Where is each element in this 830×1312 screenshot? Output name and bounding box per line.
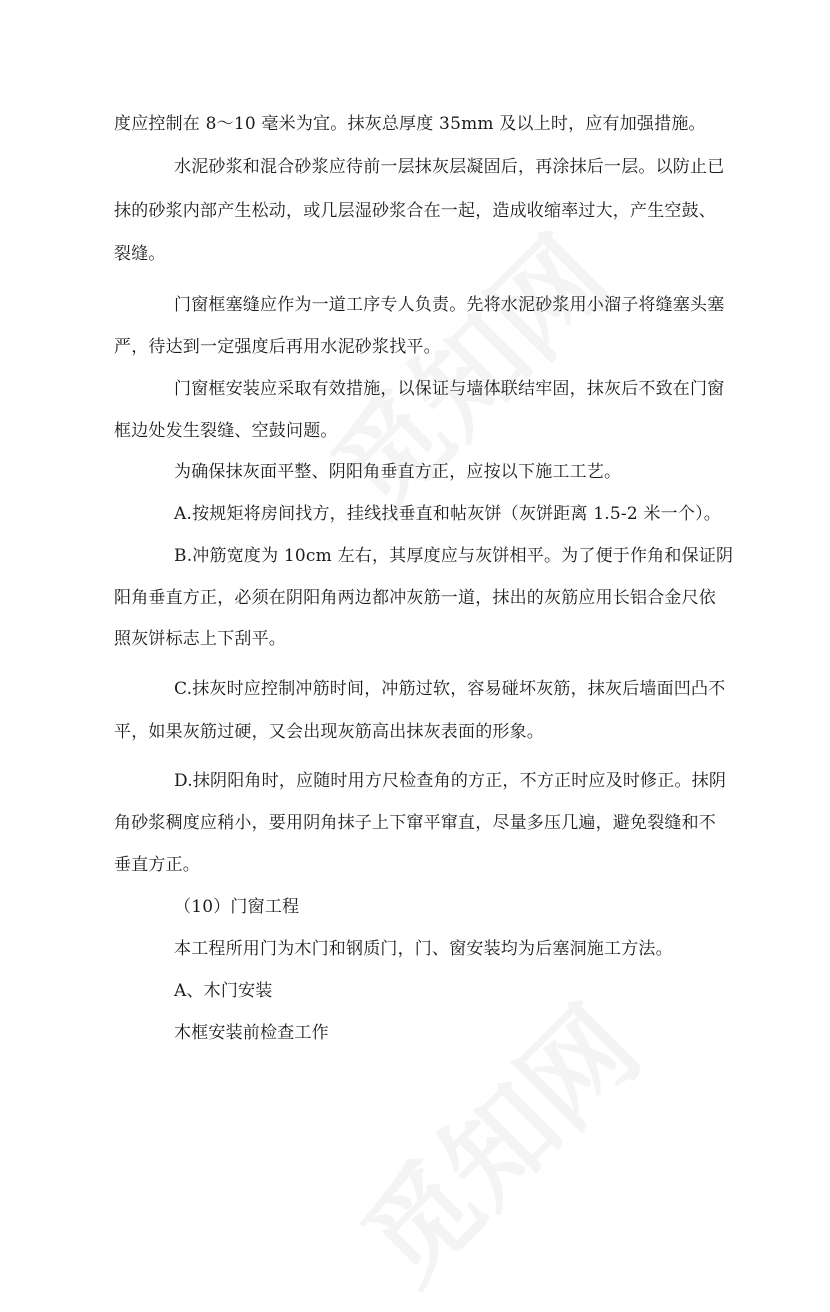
text-line: C.抹灰时应控制冲筋时间，冲筋过软，容易碰坏灰筋，抹灰后墙面凹凸不 — [174, 679, 726, 699]
text-line: 本工程所用门为木门和钢质门，门、窗安装均为后塞洞施工方法。 — [174, 939, 673, 959]
text-line: 为确保抹灰面平整、阴阳角垂直方正，应按以下施工工艺。 — [174, 462, 622, 482]
text-line: 框边处发生裂缝、空鼓问题。 — [114, 421, 338, 441]
text-line: 门窗框塞缝应作为一道工序专人负责。先将水泥砂浆用小溜子将缝塞头塞 — [174, 295, 725, 315]
text-line: 裂缝。 — [114, 244, 166, 264]
text-line: 抹的砂浆内部产生松动，或几层湿砂浆合在一起，造成收缩率过大，产生空鼓、 — [114, 201, 716, 221]
text-line: 角砂浆稠度应稍小，要用阴角抹子上下窜平窜直，尽量多压几遍，避免裂缝和不 — [114, 813, 716, 833]
section-heading: （10）门窗工程 — [174, 897, 300, 917]
text-line: D.抹阴阳角时，应随时用方尺检查角的方正，不方正时应及时修正。抹阴 — [174, 771, 727, 791]
text-line: 照灰饼标志上下刮平。 — [114, 629, 286, 649]
text-line: A.按规矩将房间找方，挂线找垂直和帖灰饼（灰饼距离 1.5-2 米一个）。 — [174, 504, 721, 524]
text-line: 垂直方正。 — [114, 855, 200, 875]
text-line: 门窗框安装应采取有效措施，以保证与墙体联结牢固，抹灰后不致在门窗 — [174, 379, 725, 399]
text-line: B.冲筋宽度为 10cm 左右，其厚度应与灰饼相平。为了便于作角和保证阴 — [174, 546, 734, 566]
text-line: 度应控制在 8～10 毫米为宜。抹灰总厚度 35mm 及以上时，应有加强措施。 — [114, 114, 706, 134]
text-line: 阳角垂直方正，必须在阴阳角两边都冲灰筋一道，抹出的灰筋应用长铝合金尺依 — [114, 588, 716, 608]
text-line: 木框安装前检查工作 — [174, 1023, 329, 1043]
text-line: 平，如果灰筋过硬，又会出现灰筋高出抹灰表面的形象。 — [114, 722, 544, 742]
text-line: 水泥砂浆和混合砂浆应待前一层抹灰层凝固后，再涂抹后一层。以防止已 — [174, 157, 725, 177]
subsection-heading: A、木门安装 — [174, 981, 273, 1001]
text-line: 严，待达到一定强度后再用水泥砂浆找平。 — [114, 337, 441, 357]
